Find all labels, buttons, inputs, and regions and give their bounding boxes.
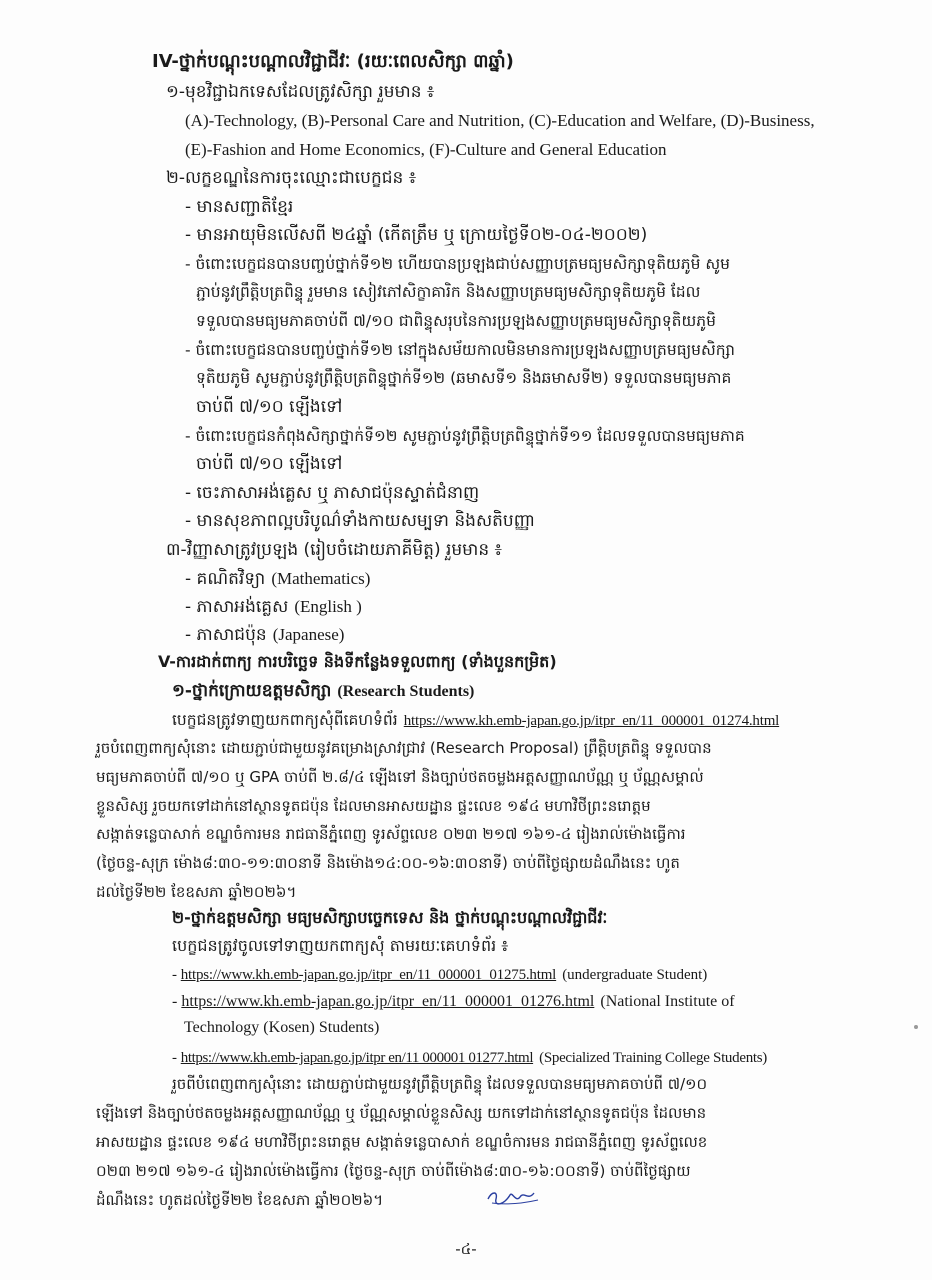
exam-subject-en: (English ) (294, 597, 362, 616)
bullet-dash: - (172, 967, 181, 983)
exam-subjects-title: ៣-វិញ្ញាសាត្រូវប្រឡង (រៀបចំដោយភាគីមិត្ត) រួមមាន ៖ (166, 540, 503, 560)
requirement-item-cont: ទុតិយភូមិ សូមភ្ជាប់នូវព្រឹត្តិបត្រពិន្ទុថ្នាក់ទី១២ (ឆមាសទី១ និងឆមាសទី២) ទទួលបានមធ្យមភាគ (196, 369, 732, 387)
bullet-dash: - (172, 1050, 181, 1066)
exam-subject-item (185, 566, 370, 591)
link-description: (Specialized Training College Students) (539, 1050, 767, 1066)
link-description: (undergraduate Student) (562, 967, 708, 983)
exam-subject-km: - ភាសាជប៉ុន (185, 625, 267, 645)
requirement-item-cont: ចាប់ពី ៧/១០ ឡើងទៅ (196, 454, 343, 474)
para-text: បេក្ខជនត្រូវទាញយកពាក្យសុំពីគេហទំព័រ (172, 711, 398, 729)
requirements-title: ២-លក្ខខណ្ឌនៃការចុះឈ្មោះជាបេក្ខជន ៖ (166, 168, 417, 188)
specialized-college-link[interactable]: https://www.kh.emb-japan.go.jp/itpr en/11 000001 01277.html (180, 1050, 534, 1066)
subjects-line-2: (E)-Fashion and Home Economics, (F)-Culture and General Education (185, 140, 667, 159)
undergraduate-link[interactable]: https://www.kh.emb-japan.go.jp/itpr_en/11_000001_01275.html (180, 967, 557, 983)
requirement-item-cont: ភ្ជាប់នូវព្រឹត្តិបត្រពិន្ទុ រួមមាន សៀវភៅសិក្ខាគារិក និងសញ្ញាបត្រមធ្យមសិក្សាទុតិយភូមិ ដែល (196, 283, 701, 301)
exam-subject-en: (Japanese) (272, 625, 345, 644)
exam-subject-item (185, 594, 362, 619)
research-students-title-km: ១-ថ្នាក់ក្រោយឧត្តមសិក្សា (172, 681, 332, 701)
subjects-line-1: (A)-Technology, (B)-Personal Care and Nutrition, (C)-Education and Welfare, (D)-Business, (185, 111, 815, 130)
link-description: (National Institute of (600, 993, 735, 1010)
undergraduate-para-line: ដំណឹងនេះ ហូតដល់ថ្ងៃទី២២ ខែឧសភា ឆ្នាំ២០២៦។ (96, 1191, 384, 1209)
undergraduate-section-title: ២-ថ្នាក់ឧត្តមសិក្សា មធ្យមសិក្សាបច្ចេកទេស និង ថ្នាក់បណ្ដុះបណ្ដាលវិជ្ជាជីវៈ (172, 908, 608, 927)
requirement-item: - មានសុខភាពល្អបរិបូណ៌ទាំងកាយសម្បទា និងសតិបញ្ញា (185, 511, 535, 531)
page-number: -៤- (455, 1240, 477, 1258)
exam-subject-en: (Mathematics) (271, 569, 371, 588)
research-students-link[interactable]: https://www.kh.emb-japan.go.jp/itpr_en/11_000001_01274.html (403, 713, 780, 729)
section-v-heading: V-ការដាក់ពាក្យ ការបរិច្ឆេទ និងទីកន្លែងទទួលពាក្យ (ទាំងបួនកម្រិត) (158, 652, 557, 671)
subjects-title: ១-មុខវិជ្ជាឯកទេសដែលត្រូវសិក្សា រួមមាន ៖ (166, 82, 435, 102)
research-students-para-line: ខ្លួនសិស្ស រួចយកទៅដាក់នៅស្ថានទូតជប៉ុន ដែលមានអាសយដ្ឋាន ផ្ទះលេខ ១៩៤ មហាវិថីព្រះនរោត្តម (96, 797, 651, 815)
handwritten-initial (484, 1185, 544, 1209)
requirement-item-cont: ទទួលបានមធ្យមភាគចាប់ពី ៧/១០ ជាពិន្ទុសរុបនៃការប្រឡងសញ្ញាបត្រមធ្យមសិក្សាទុតិយភូមិ (196, 312, 716, 330)
download-link-item (172, 961, 707, 987)
requirement-item: - មានអាយុមិនលើសពី ២៤ឆ្នាំ (កើតត្រឹម ឬ ក្រោយថ្ងៃទី០២-០៤-២០០២) (185, 225, 648, 245)
exam-subject-km: - គណិតវិទ្យា (185, 569, 266, 589)
undergraduate-para-line: ០២៣ ២១៧ ១៦១-៤ រៀងរាល់ម៉ោងធ្វើការ (ថ្ងៃចន្ទ-សុក្រ ចាប់ពីម៉ោង៨:៣០-១៦:០០នាទី) ចាប់ពីថ្ងៃផ្សាយ (96, 1162, 691, 1180)
research-students-para-line: (ថ្ងៃចន្ទ-សុក្រ ម៉ោង៨:៣០-១១:៣០នាទី និងម៉ោង១៤:០០-១៦:៣០នាទី) ចាប់ពីថ្ងៃផ្សាយដំណឹងនេះ ហូត (96, 854, 680, 872)
undergraduate-para-line: អាសយដ្ឋាន ផ្ទះលេខ ១៩៤ មហាវិថីព្រះនរោត្តម សង្កាត់ទន្លេបាសាក់ ខណ្ឌចំការមន រាជធានីភ្នំពេញ ទូរស័ព្ទលេខ (96, 1133, 708, 1151)
research-students-title (172, 678, 474, 704)
kosen-link[interactable]: https://www.kh.emb-japan.go.jp/itpr_en/11_000001_01276.html (181, 993, 595, 1010)
requirement-item: - ចំពោះបេក្ខជនបានបញ្ចប់ថ្នាក់ទី១២ នៅក្នុងសម័យកាលមិនមានការប្រឡងសញ្ញាបត្រមធ្យមសិក្សា (185, 341, 735, 359)
requirement-item: - ចំពោះបេក្ខជនបានបញ្ចប់ថ្នាក់ទី១២ ហើយបានប្រឡងជាប់សញ្ញាបត្រមធ្យមសិក្សាទុតិយភូមិ សូម (185, 255, 731, 273)
research-students-para-line: សង្កាត់ទន្លេបាសាក់ ខណ្ឌចំការមន រាជធានីភ្នំពេញ ទូរស័ព្ទលេខ ០២៣ ២១៧ ១៦១-៤ រៀងរាល់ម៉ោងធ្វើការ (96, 825, 686, 843)
requirement-item: - ចំពោះបេក្ខជនកំពុងសិក្សាថ្នាក់ទី១២ សូមភ្ជាប់នូវព្រឹត្តិបត្រពិន្ទុថ្នាក់ទី១១ ដែលទទួលបានមធ្យមភាគ (185, 427, 745, 445)
requirement-item: - មានសញ្ជាតិខ្មែរ (185, 197, 294, 217)
undergraduate-para-line: រួចពីបំពេញពាក្យសុំនោះ ដោយភ្ជាប់ជាមួយនូវព្រឹត្តិបត្រពិន្ទុ ដែលទទួលបានមធ្យមភាគចាប់ពី ៧/១០ (172, 1075, 708, 1093)
requirement-item-cont: ចាប់ពី ៧/១០ ឡើងទៅ (196, 397, 343, 417)
link-description-cont: Technology (Kosen) Students) (184, 1019, 380, 1036)
download-link-item (172, 1044, 767, 1070)
bullet-dash: - (172, 993, 182, 1010)
research-students-para-line: រួចបំពេញពាក្យសុំនោះ ដោយភ្ជាប់ជាមួយនូវគម្រោងស្រាវជ្រាវ (Research Proposal) ព្រឹត្តិបត្រពិន្ទុ ទទួលបាន (96, 739, 712, 757)
research-students-para-line: មធ្យមភាគចាប់ពី ៧/១០ ឬ GPA ចាប់ពី ២.៨/៤ ឡើងទៅ និងច្បាប់ថតចម្លងអត្តសញ្ញាណប័ណ្ណ ឬ ប័ណ្ណសម្គាល់ (96, 768, 704, 786)
download-link-item (172, 988, 735, 1014)
exam-subject-km: - ភាសាអង់គ្លេស (185, 597, 289, 617)
requirement-item: - ចេះភាសាអង់គ្លេស ឬ ភាសាជប៉ុនស្ទាត់ជំនាញ (185, 483, 480, 503)
exam-subject-item (185, 622, 344, 647)
research-students-para-line (172, 707, 779, 733)
undergraduate-para-line: ឡើងទៅ និងច្បាប់ថតចម្លងអត្តសញ្ញាណប័ណ្ណ ឬ ប័ណ្ណសម្គាល់ខ្លួនសិស្ស យកទៅដាក់នៅស្ថានទូតជប៉ុន ដែលមាន (96, 1104, 707, 1122)
research-students-para-line: ដល់ថ្ងៃទី២២ ខែឧសភា ឆ្នាំ២០២៦។ (96, 883, 297, 901)
scan-dot (914, 1025, 918, 1029)
undergraduate-intro: បេក្ខជនត្រូវចូលទៅទាញយកពាក្យសុំ តាមរយៈគេហទំព័រ ៖ (172, 936, 509, 955)
section-iv-heading: IV-ថ្នាក់បណ្ដុះបណ្ដាលវិជ្ជាជីវៈ (រយៈពេលសិក្សា ៣ឆ្នាំ) (152, 51, 514, 72)
research-students-title-en: (Research Students) (337, 683, 475, 700)
